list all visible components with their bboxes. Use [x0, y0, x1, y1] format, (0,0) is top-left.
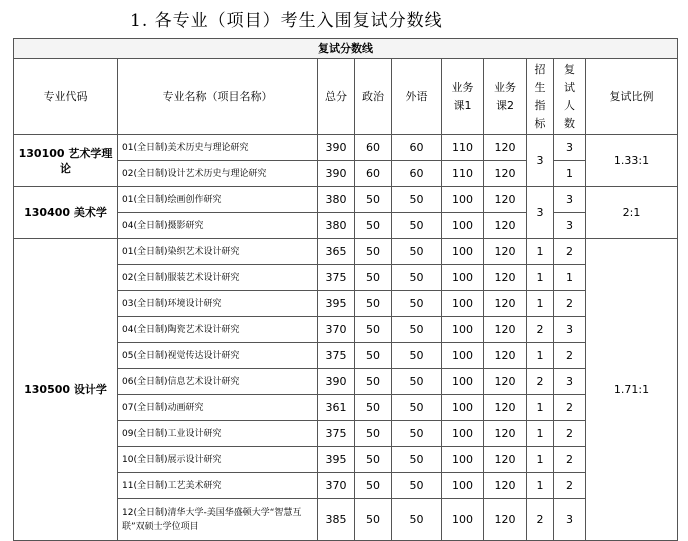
enroll-cell: 1 [527, 447, 554, 473]
enroll-cell: 2 [527, 369, 554, 395]
course2-cell: 120 [484, 473, 527, 499]
direction-cell: 12(全日制)清华大学-美国华盛顿大学“智慧互联”双硕士学位项目 [118, 499, 318, 541]
course1-cell: 110 [442, 161, 484, 187]
header-major-code: 专业代码 [14, 59, 118, 135]
retest-cell: 3 [554, 213, 586, 239]
politics-cell: 50 [355, 291, 392, 317]
ratio-cell: 1.33:1 [586, 135, 678, 187]
course1-cell: 100 [442, 395, 484, 421]
table-row [14, 239, 678, 265]
header-ratio: 复试比例 [586, 59, 678, 135]
direction-cell: 02(全日制)设计艺术历史与理论研究 [118, 161, 318, 187]
course2-cell: 120 [484, 239, 527, 265]
course2-cell: 120 [484, 317, 527, 343]
course1-cell: 100 [442, 447, 484, 473]
foreign-cell: 50 [392, 187, 442, 213]
politics-cell: 50 [355, 473, 392, 499]
foreign-cell: 50 [392, 499, 442, 541]
course2-cell: 120 [484, 395, 527, 421]
direction-cell: 07(全日制)动画研究 [118, 395, 318, 421]
politics-cell: 50 [355, 187, 392, 213]
header-politics: 政治 [355, 59, 392, 135]
course1-cell: 100 [442, 473, 484, 499]
total-cell: 385 [318, 499, 355, 541]
major-code-cell: 130500 设计学 [14, 239, 118, 541]
course2-cell: 120 [484, 161, 527, 187]
enroll-cell: 1 [527, 421, 554, 447]
ratio-cell: 1.71:1 [586, 239, 678, 541]
direction-cell: 11(全日制)工艺美术研究 [118, 473, 318, 499]
enroll-cell: 1 [527, 239, 554, 265]
page-title: 1. 各专业（项目）考生入围复试分数线 [130, 11, 443, 31]
foreign-cell: 50 [392, 239, 442, 265]
header-direction: 专业名称（项目名称） [118, 59, 318, 135]
retest-cell: 3 [554, 369, 586, 395]
total-cell: 380 [318, 187, 355, 213]
course2-cell: 120 [484, 447, 527, 473]
course1-cell: 110 [442, 135, 484, 161]
course1-cell: 100 [442, 291, 484, 317]
retest-cell: 2 [554, 239, 586, 265]
politics-cell: 50 [355, 395, 392, 421]
retest-cell: 2 [554, 343, 586, 369]
total-cell: 390 [318, 161, 355, 187]
total-cell: 395 [318, 447, 355, 473]
foreign-cell: 50 [392, 343, 442, 369]
politics-cell: 50 [355, 239, 392, 265]
total-cell: 361 [318, 395, 355, 421]
table-caption: 复试分数线 [14, 39, 678, 59]
retest-cell: 3 [554, 187, 586, 213]
total-cell: 380 [318, 213, 355, 239]
foreign-cell: 50 [392, 369, 442, 395]
major-code-cell: 130100 艺术学理论 [14, 135, 118, 187]
politics-cell: 50 [355, 447, 392, 473]
enroll-cell: 2 [527, 317, 554, 343]
header-course1: 业务课1 [442, 59, 484, 135]
politics-cell: 50 [355, 213, 392, 239]
course1-cell: 100 [442, 343, 484, 369]
header-foreign: 外语 [392, 59, 442, 135]
enroll-cell: 1 [527, 291, 554, 317]
total-cell: 365 [318, 239, 355, 265]
course1-cell: 100 [442, 265, 484, 291]
header-enroll: 招生指标 [527, 59, 554, 135]
politics-cell: 50 [355, 317, 392, 343]
retest-cell: 2 [554, 447, 586, 473]
foreign-cell: 50 [392, 317, 442, 343]
direction-cell: 02(全日制)服装艺术设计研究 [118, 265, 318, 291]
direction-cell: 10(全日制)展示设计研究 [118, 447, 318, 473]
enroll-cell: 1 [527, 265, 554, 291]
course1-cell: 100 [442, 499, 484, 541]
course2-cell: 120 [484, 291, 527, 317]
course2-cell: 120 [484, 499, 527, 541]
header-total: 总分 [318, 59, 355, 135]
retest-cell: 3 [554, 135, 586, 161]
politics-cell: 50 [355, 265, 392, 291]
direction-cell: 06(全日制)信息艺术设计研究 [118, 369, 318, 395]
course1-cell: 100 [442, 317, 484, 343]
total-cell: 390 [318, 135, 355, 161]
foreign-cell: 60 [392, 135, 442, 161]
course2-cell: 120 [484, 187, 527, 213]
direction-cell: 04(全日制)摄影研究 [118, 213, 318, 239]
foreign-cell: 50 [392, 265, 442, 291]
major-code-cell: 130400 美术学 [14, 187, 118, 239]
foreign-cell: 50 [392, 291, 442, 317]
direction-cell: 03(全日制)环境设计研究 [118, 291, 318, 317]
direction-cell: 01(全日制)绘画创作研究 [118, 187, 318, 213]
retest-cell: 2 [554, 291, 586, 317]
retest-cell: 3 [554, 499, 586, 541]
header-course2: 业务课2 [484, 59, 527, 135]
retest-cell: 3 [554, 317, 586, 343]
politics-cell: 60 [355, 135, 392, 161]
politics-cell: 60 [355, 161, 392, 187]
course2-cell: 120 [484, 213, 527, 239]
retest-cell: 2 [554, 395, 586, 421]
foreign-cell: 60 [392, 161, 442, 187]
retest-cell: 1 [554, 265, 586, 291]
foreign-cell: 50 [392, 213, 442, 239]
total-cell: 395 [318, 291, 355, 317]
retest-cell: 1 [554, 161, 586, 187]
course1-cell: 100 [442, 239, 484, 265]
total-cell: 375 [318, 265, 355, 291]
total-cell: 370 [318, 473, 355, 499]
ratio-cell: 2:1 [586, 187, 678, 239]
course2-cell: 120 [484, 369, 527, 395]
enroll-cell: 1 [527, 473, 554, 499]
course1-cell: 100 [442, 187, 484, 213]
course1-cell: 100 [442, 213, 484, 239]
course2-cell: 120 [484, 265, 527, 291]
total-cell: 375 [318, 343, 355, 369]
direction-cell: 05(全日制)视觉传达设计研究 [118, 343, 318, 369]
politics-cell: 50 [355, 369, 392, 395]
course2-cell: 120 [484, 343, 527, 369]
total-cell: 390 [318, 369, 355, 395]
table-row [14, 187, 678, 213]
direction-cell: 09(全日制)工业设计研究 [118, 421, 318, 447]
direction-cell: 01(全日制)染织艺术设计研究 [118, 239, 318, 265]
enroll-cell: 1 [527, 395, 554, 421]
foreign-cell: 50 [392, 395, 442, 421]
retest-cell: 2 [554, 421, 586, 447]
direction-cell: 04(全日制)陶瓷艺术设计研究 [118, 317, 318, 343]
table-row [14, 135, 678, 161]
score-table [13, 38, 678, 541]
enroll-cell: 2 [527, 499, 554, 541]
retest-cell: 2 [554, 473, 586, 499]
foreign-cell: 50 [392, 473, 442, 499]
politics-cell: 50 [355, 421, 392, 447]
enroll-cell: 3 [527, 135, 554, 187]
course1-cell: 100 [442, 369, 484, 395]
header-retest: 复试人数 [554, 59, 586, 135]
foreign-cell: 50 [392, 447, 442, 473]
course2-cell: 120 [484, 421, 527, 447]
course1-cell: 100 [442, 421, 484, 447]
total-cell: 370 [318, 317, 355, 343]
total-cell: 375 [318, 421, 355, 447]
course2-cell: 120 [484, 135, 527, 161]
politics-cell: 50 [355, 343, 392, 369]
enroll-cell: 1 [527, 343, 554, 369]
politics-cell: 50 [355, 499, 392, 541]
enroll-cell: 3 [527, 187, 554, 239]
direction-cell: 01(全日制)美术历史与理论研究 [118, 135, 318, 161]
foreign-cell: 50 [392, 421, 442, 447]
